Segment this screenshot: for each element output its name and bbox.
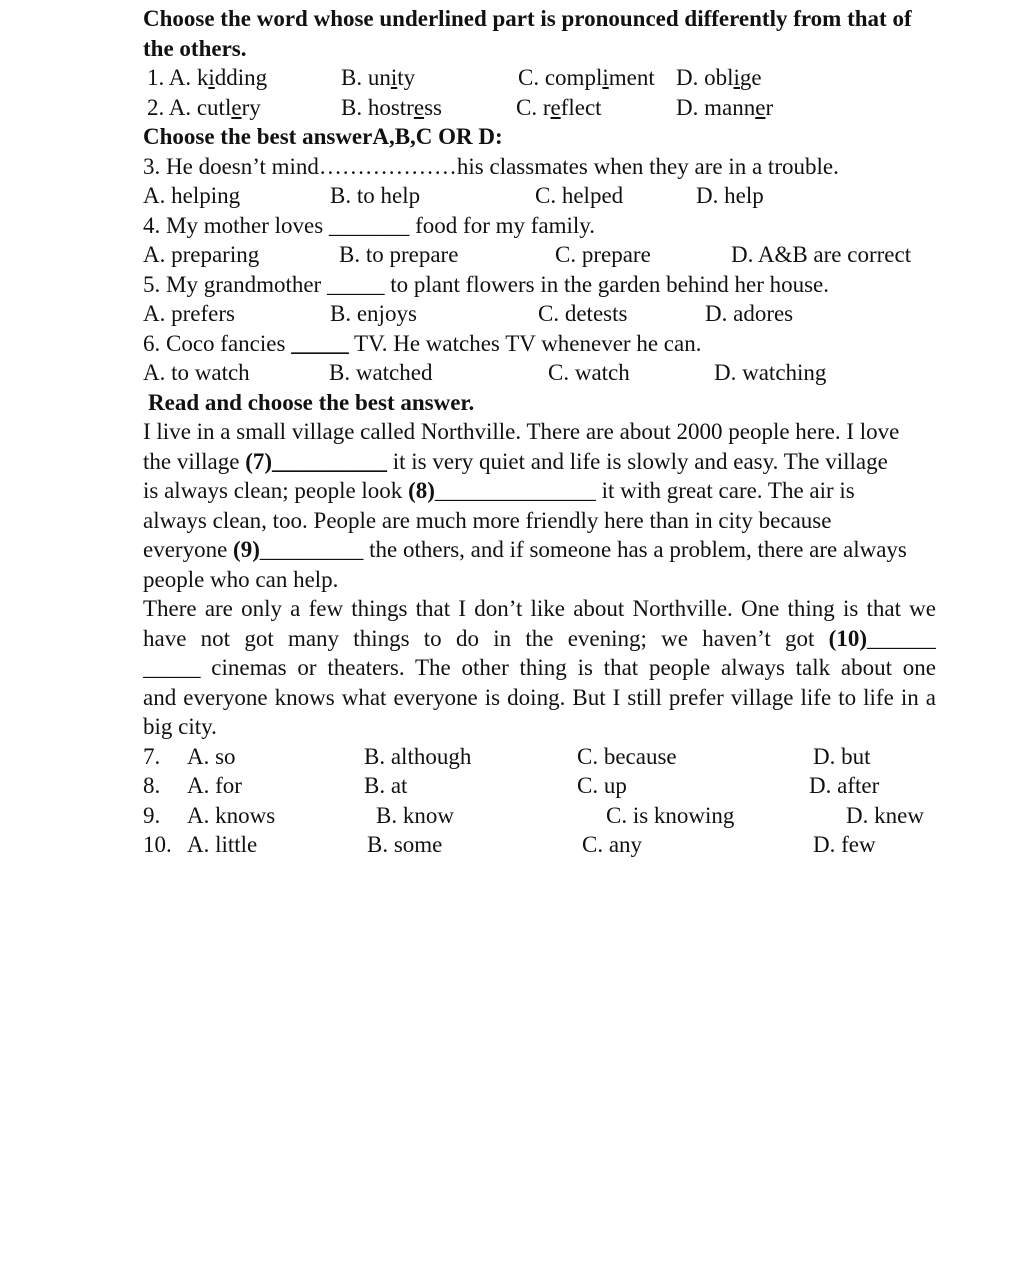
q6-option-d: D. watching — [714, 360, 827, 385]
section1-heading: Choose the word whose underlined part is pronounced differently from that of — [143, 6, 912, 31]
option-d: D. after — [809, 773, 880, 798]
question-3-stem: 3. He doesn’t mind………………his classmates when they are in a trouble. — [143, 153, 839, 179]
q3-option-a: A. helping — [143, 183, 241, 208]
q3-option-b: B. to help — [330, 183, 421, 208]
blank-10: ______ — [867, 625, 936, 651]
p2-line-2: have not got many things to do in the evening; we haven’t got (10)______ — [143, 625, 936, 651]
answer-row-9 — [143, 801, 943, 831]
answer-number: 7. — [143, 743, 161, 769]
p1-line-4: always clean, too. People are much more friendly here than in city because — [143, 507, 832, 533]
section2-heading: Choose the best answerA,B,C OR D: — [143, 124, 503, 149]
p2-line-4: and everyone knows what everyone is doing. But I still prefer village life to life in a — [143, 684, 936, 710]
answer-row-8 — [143, 771, 943, 801]
p2-line-1: There are only a few things that I don’t like about Northville. One thing is that we — [143, 596, 936, 621]
question-6-options — [143, 358, 943, 388]
q4-option-a: A. preparing — [143, 242, 260, 267]
question-2 — [143, 93, 943, 123]
q6-option-b: B. watched — [329, 360, 433, 385]
q5-option-a: A. prefers — [143, 301, 235, 326]
blank-10-cont: _____ — [143, 655, 201, 680]
option-b: B. at — [364, 773, 408, 798]
question-3-options — [143, 181, 943, 211]
question-5-stem: 5. My grandmother _____ to plant flowers in the garden behind her house. — [143, 271, 830, 297]
option-c: C. is knowing — [606, 802, 735, 828]
question-4-options — [143, 240, 943, 270]
option-a: A. knows — [187, 802, 276, 828]
p1-line-2: the village (7)__________ it is very quiet and life is slowly and easy. The village — [143, 448, 888, 474]
p1-line-6: people who can help. — [143, 566, 339, 592]
q4-option-c: C. prepare — [555, 242, 651, 267]
option-a: A. for — [187, 773, 242, 798]
q1-option-a: 1. A. kidding — [147, 65, 268, 90]
blank-7-number: (7) — [245, 448, 273, 474]
blank-8: ______________ — [434, 478, 596, 503]
option-a: A. so — [187, 743, 236, 769]
question-1 — [143, 63, 943, 93]
blank-7: __________ — [272, 448, 388, 474]
answer-number: 10. — [143, 832, 172, 857]
answer-number: 9. — [143, 802, 161, 828]
option-c: C. any — [582, 832, 643, 857]
q2-option-d: D. manner — [676, 94, 774, 120]
reading-paragraph-2 — [143, 594, 936, 742]
blank-9-number: (9) — [233, 537, 260, 562]
q3-option-c: C. helped — [535, 183, 624, 208]
p2-line-5: big city. — [143, 714, 217, 739]
question-5-options — [143, 299, 943, 329]
q2-option-c: C. reflect — [516, 94, 602, 120]
option-b: B. some — [367, 832, 443, 857]
q2-option-a: 2. A. cutlery — [147, 94, 261, 120]
q6-option-a: A. to watch — [143, 360, 250, 385]
blank-8-number: (8) — [408, 478, 435, 503]
worksheet — [143, 4, 943, 860]
q1-option-d: D. oblige — [676, 65, 762, 90]
p1-line-3: is always clean; people look (8)______________ it with great care. The air is — [143, 478, 855, 503]
answer-row-10 — [143, 830, 943, 860]
option-d: D. knew — [846, 802, 924, 828]
option-b: B. know — [376, 802, 454, 828]
q2-option-b: B. hostress — [341, 94, 442, 120]
blank-10-number: (10) — [828, 625, 867, 651]
question-6-stem: 6. Coco fancies _____ TV. He watches TV whenever he can. — [143, 330, 702, 356]
q5-option-b: B. enjoys — [330, 301, 417, 326]
q4-option-b: B. to prepare — [339, 242, 459, 267]
q1-option-b: B. unity — [341, 65, 416, 90]
option-c: C. because — [577, 743, 677, 769]
q4-option-d: D. A&B are correct — [731, 242, 912, 267]
section3-heading: Read and choose the best answer. — [148, 389, 475, 415]
answer-row-7 — [143, 742, 943, 772]
question-4-stem: 4. My mother loves _______ food for my family. — [143, 212, 596, 238]
q5-option-d: D. adores — [705, 301, 794, 326]
reading-paragraph-1 — [143, 417, 936, 594]
p1-line-1: I live in a small village called Northville. There are about 2000 people here. I love — [143, 419, 900, 444]
q1-option-c: C. compliment — [518, 65, 655, 90]
option-b: B. although — [364, 743, 472, 769]
q3-option-d: D. help — [696, 183, 764, 208]
option-d: D. but — [813, 743, 871, 769]
q6-option-c: C. watch — [548, 360, 630, 385]
option-c: C. up — [577, 773, 627, 798]
answer-number: 8. — [143, 773, 161, 798]
blank-9: _________ — [259, 537, 364, 562]
q5-option-c: C. detests — [538, 301, 628, 326]
option-a: A. little — [187, 832, 258, 857]
option-d: D. few — [813, 832, 876, 857]
section1-heading-cont: the others. — [143, 35, 247, 61]
p2-line-3: _____ cinemas or theaters. The other thing is that people always talk about one — [143, 655, 936, 680]
p1-line-5: everyone (9)_________ the others, and if someone has a problem, there are always — [143, 537, 907, 562]
